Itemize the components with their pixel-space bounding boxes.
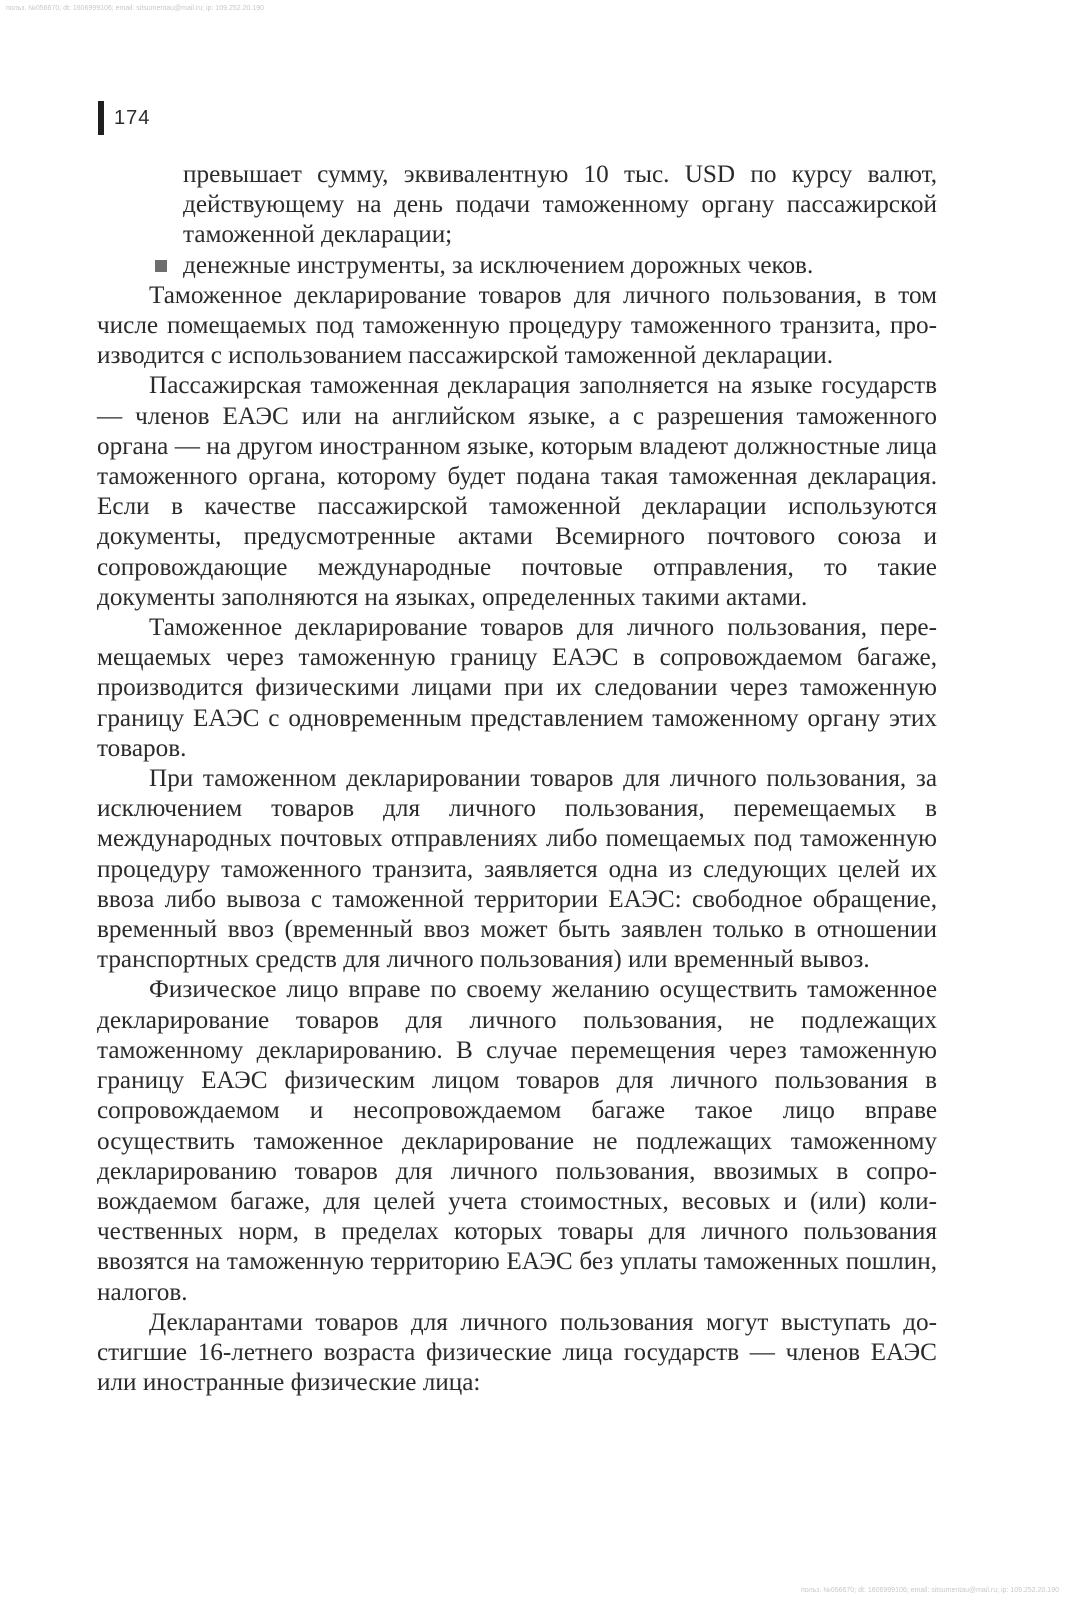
watermark-top: польз. №056670; dt: 1606999106; email: sitsumentau@mail.ru; ip: 109.252.20.190 bbox=[6, 5, 265, 12]
header-bar bbox=[98, 101, 104, 135]
bullet-item-text: денежные инструменты, за исключением дорожных чеков. bbox=[183, 251, 814, 279]
page-body bbox=[97, 160, 937, 1398]
paragraph: При таможенном декларировании товаров для личного пользования, за исключением товаров для личного пользования, перемещаемых в международных почтовых отправлениях либо помещаемых под таможенную процедуру таможенного транзита, заявляется одна из следующих целей их ввоза либо вывоза с таможенной территории ЕАЭС: свободное обращение, временный ввоз (временный ввоз может быть заявлен только в отношении транспортных средств для личного пользования) или временный вывоз. bbox=[97, 765, 937, 974]
paragraph-continuation: превышает сумму, эквивалентную 10 тыс. USD по курсу валют, действующему на день подачи таможенному органу пассажирской таможенной декларации; bbox=[183, 161, 937, 249]
square-bullet-icon bbox=[155, 260, 167, 272]
watermark-bottom: польз. №056670; dt: 1606999106; email: sitsumentau@mail.ru; ip: 109.252.20.190 bbox=[800, 1587, 1059, 1594]
bullet-item bbox=[97, 251, 937, 281]
page-number: 174 bbox=[114, 106, 151, 129]
paragraph: Таможенное декларирование товаров для личного пользования, в том числе помещаемых под таможенную процедуру таможенного транзита, производится с использованием пассажирской таможенной декларации. bbox=[97, 281, 937, 370]
paragraph: Декларантами товаров для личного пользования могут выступать достигшие 16-летнего возраста физические лица государств — членов ЕАЭС или иностранные физические лица: bbox=[97, 1308, 937, 1397]
paragraph: Пассажирская таможенная декларация заполняется на языке государств — членов ЕАЭС или на английском языке, а с разрешения таможенного органа — на другом иностранном языке, которым владеют должностные лица таможенного органа, которому будет подана такая таможенная декларация. Если в качестве пассажирской таможенной декларации используются документы, предусмотренные актами Всемирного почтового союза и сопровождающие международные почтовые отправления, то такие документы заполняются на языках, определенных такими актами. bbox=[97, 372, 937, 611]
paragraph: Физическое лицо вправе по своему желанию осуществить таможенное декларирование товаров для личного пользования, не подлежащих таможенному декларированию. В случае перемещения через таможенную границу ЕАЭС физическим лицом товаров для личного пользования в сопровождаемом и несопровождаемом багаже такое лицо вправе осуществить таможенное декларирование не подлежащих таможенному декларированию товаров для личного пользования, ввозимых в сопровождаемом багаже, для целей учета стоимостных, весовых и (или) количественных норм, в пределах которых товары для личного пользования ввозятся на таможенную территорию ЕАЭС без уплаты таможенных пошлин, налогов. bbox=[97, 976, 937, 1306]
paragraph: Таможенное декларирование товаров для личного пользования, перемещаемых через таможенную границу ЕАЭС в сопровождаемом багаже, производится физическими лицами при их следовании через таможенную границу ЕАЭС с одновременным представлением таможенному органу этих товаров. bbox=[97, 614, 937, 762]
page-header bbox=[98, 101, 150, 135]
